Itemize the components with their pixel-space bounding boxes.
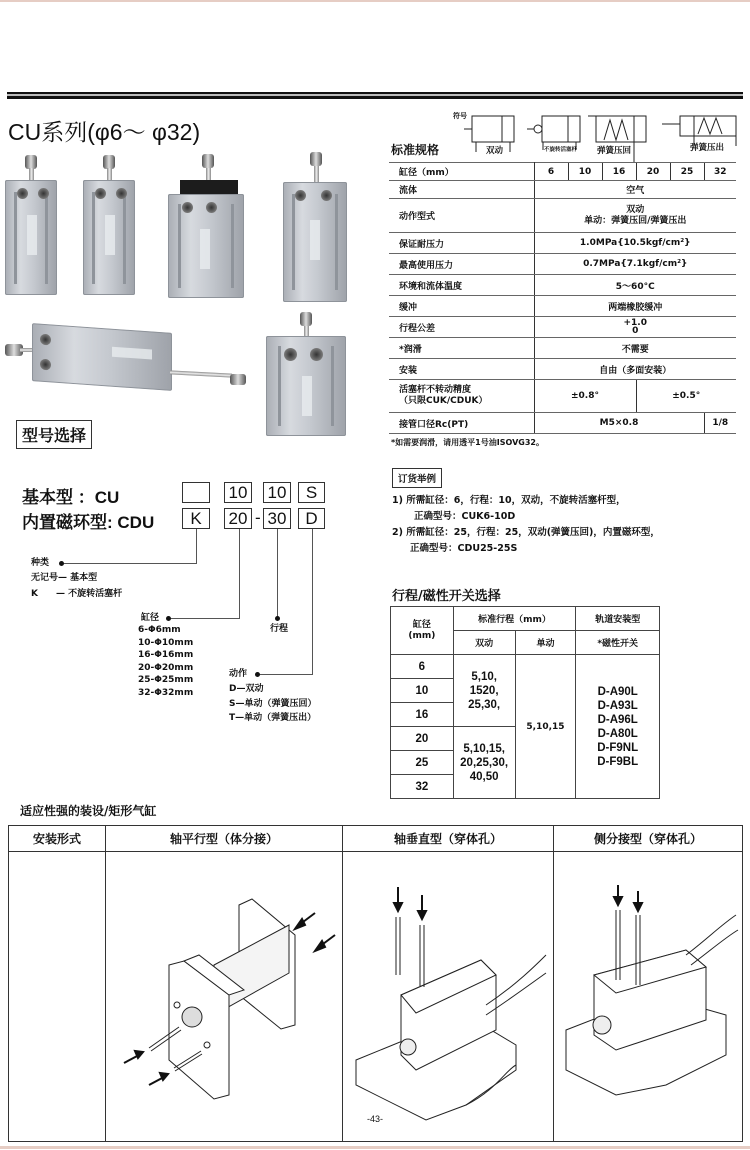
- order-line: 1) 所需缸径：6，行程：10，双动，不旋转活塞杆型，: [392, 495, 626, 506]
- mount-header: 轴平行型（体分接）: [106, 826, 343, 852]
- double-acting-symbol-icon: [472, 116, 514, 142]
- switch-model: D-A96L: [597, 713, 638, 726]
- spec-row-rotation: [389, 380, 736, 413]
- side-mount-drawing-icon: [556, 855, 741, 1135]
- spec-row: [389, 181, 736, 199]
- bore-item: 16-Φ16mm: [138, 650, 194, 660]
- leader-dot: [166, 616, 171, 621]
- code-box-stroke-2: 30: [263, 508, 291, 529]
- spec-key: 最高使用压力: [389, 254, 534, 275]
- bore-cell: 25: [391, 751, 454, 775]
- switch-model: D-A80L: [597, 727, 638, 740]
- symbol-spring-return: 弹簧压回: [597, 146, 632, 156]
- bore-value: 16: [602, 163, 636, 181]
- bore-value: 6: [534, 163, 568, 181]
- spec-table: [389, 162, 736, 434]
- leader-line: [239, 529, 240, 618]
- vertical-mount-drawing-icon: [346, 855, 551, 1135]
- mount-header: 轴垂直型（穿体孔）: [343, 826, 554, 852]
- code-box-bore-2: 20: [224, 508, 252, 529]
- cylinder-photo: [266, 336, 346, 436]
- bore-cell: 32: [391, 775, 454, 799]
- magnetic-type-label: 内置磁环型: CDU: [22, 513, 155, 532]
- code-box-action-2: D: [298, 508, 325, 529]
- spec-key: 接管口径Rc(PT): [389, 413, 534, 434]
- spec-value: 两端橡胶缓冲: [534, 296, 736, 317]
- rail-mount-header: 轨道安装型: [576, 607, 660, 631]
- double-stroke-value: 25,30,: [468, 698, 501, 711]
- mount-empty-cell: [9, 852, 106, 1142]
- leader-line: [258, 674, 313, 675]
- order-line: 2) 所需缸径：25，行程：25，双动(弹簧压回)，内置磁环型，: [392, 527, 660, 538]
- mounting-table: [8, 825, 743, 1142]
- lubrication-note: *如需要润滑，请用透平1号油ISOVG32。: [391, 438, 544, 447]
- std-stroke-header: 标准行程（mm）: [453, 607, 576, 631]
- rotation-value-b: ±0.5°: [636, 380, 736, 413]
- leader-line: [196, 529, 197, 563]
- spec-value: 1.0MPa{10.5kgf/cm²}: [534, 233, 736, 254]
- cylinder-photo: [168, 194, 244, 298]
- header-rule: [7, 92, 743, 99]
- spec-key: 缓冲: [389, 296, 534, 317]
- spring-extend-symbol-icon: [680, 116, 736, 136]
- code-box-action-1: S: [298, 482, 325, 503]
- symbol-non-rotating: 不旋转活塞杆: [544, 147, 578, 153]
- bore-value: 25: [670, 163, 704, 181]
- bottom-border: [0, 1146, 750, 1149]
- switch-model: D-A93L: [597, 699, 638, 712]
- double-stroke-value: 5,10,: [471, 670, 497, 683]
- spec-key: 流体: [389, 181, 534, 199]
- bore-title: 缸径: [141, 613, 160, 623]
- bore-item: 20-Φ20mm: [138, 662, 194, 673]
- spec-value: 5～60°C: [534, 275, 736, 296]
- switch-header: *磁性开关: [576, 631, 660, 655]
- symbol-label: 符号: [453, 112, 467, 120]
- spec-row: [389, 296, 736, 317]
- switch-model: D-A90L: [597, 685, 638, 698]
- bore-item: 6-Φ6mm: [138, 625, 181, 635]
- single-acting-header: 单动: [515, 631, 576, 655]
- order-line: 正确型号：CDU25-25S: [410, 543, 518, 554]
- piston-rod-icon: [170, 370, 232, 377]
- action-list: [229, 682, 316, 726]
- action-item: T—单动（弹簧压出）: [229, 713, 317, 723]
- spec-row: [389, 317, 736, 338]
- rod-nut-icon: [202, 154, 214, 168]
- stroke-title: 行程: [270, 624, 289, 634]
- bore-value: 20: [636, 163, 670, 181]
- spec-value: 0.7MPa{7.1kgf/cm²}: [534, 254, 736, 275]
- piston-rod-icon: [107, 168, 112, 180]
- axial-mount-illustration: [106, 852, 343, 1142]
- stroke-tolerance-lower: 0: [632, 326, 639, 336]
- spring-return-symbol-icon: [596, 116, 646, 142]
- double-stroke-value: 1520,: [469, 684, 499, 697]
- mount-header: 安装形式: [9, 826, 106, 852]
- spec-title: 标准规格: [391, 143, 440, 157]
- bore-cell: 16: [391, 703, 454, 727]
- rod-nut-icon: [310, 152, 322, 166]
- spec-key: 动作型式: [389, 199, 534, 233]
- symbol-spring-extend: 弹簧压出: [690, 143, 725, 153]
- bore-value: 32: [704, 163, 736, 181]
- double-stroke-value: 5,10,15,: [463, 742, 505, 755]
- stroke-switch-title: 行程/磁性开关选择: [392, 589, 501, 604]
- order-line: 正确型号：CUK6-10D: [414, 511, 516, 522]
- spec-row: [389, 275, 736, 296]
- spec-key: *润滑: [389, 338, 534, 359]
- top-border: [0, 0, 750, 2]
- action-item: S—单动（弹簧压回）: [229, 698, 317, 709]
- bore-header: 缸径: [412, 619, 431, 630]
- spec-key: 缸径（mm）: [389, 163, 534, 181]
- leader-dot: [255, 672, 260, 677]
- bore-cell: 20: [391, 727, 454, 751]
- model-selection-label: 型号选择: [16, 420, 92, 449]
- cylinder-photo: [83, 180, 135, 295]
- leader-line: [62, 563, 197, 564]
- action-item: D—双动: [229, 684, 264, 694]
- cylinder-photo: [5, 180, 57, 295]
- stroke-switch-table: [390, 606, 660, 799]
- bore-item: 10-Φ10mm: [138, 637, 194, 648]
- mount-header: 侧分接型（穿体孔）: [554, 826, 743, 852]
- kind-title: 种类: [31, 558, 50, 568]
- spec-key: 环境和流体温度: [389, 275, 534, 296]
- code-dash: -: [255, 508, 261, 527]
- double-acting-header: 双动: [453, 631, 515, 655]
- spec-key: 活塞杆不转动精度: [399, 385, 472, 395]
- leader-dot: [59, 561, 64, 566]
- spec-row-bore: [389, 163, 736, 181]
- spec-value: 自由（多面安装）: [534, 359, 736, 380]
- double-stroke-value: 20,25,30,: [460, 756, 509, 769]
- bore-item: 25-Φ25mm: [138, 675, 194, 685]
- rod-nut-icon: [25, 155, 37, 169]
- code-box-bore-1: 10: [224, 482, 252, 503]
- leader-line: [168, 618, 240, 619]
- spec-row: [389, 338, 736, 359]
- side-mount-illustration: [554, 852, 743, 1142]
- spec-value: 双动: [626, 204, 645, 215]
- bore-list: [138, 624, 193, 699]
- leader-line: [312, 529, 313, 674]
- bore-cell: 10: [391, 679, 454, 703]
- double-stroke-value: 40,50: [469, 770, 499, 783]
- cylinder-photo: [283, 182, 347, 302]
- rod-nut-icon: [230, 374, 246, 385]
- vertical-mount-illustration: [343, 852, 554, 1142]
- spec-row: [389, 359, 736, 380]
- symbol-double-acting: 双动: [486, 146, 504, 156]
- leader-line: [277, 529, 278, 617]
- piston-rod-icon: [29, 168, 34, 180]
- non-rotating-symbol-icon: [542, 116, 580, 142]
- piston-rod-icon: [304, 326, 309, 336]
- spec-row: [389, 233, 736, 254]
- spec-row-port: [389, 413, 736, 434]
- spec-row: [389, 254, 736, 275]
- code-box-type-empty: [182, 482, 210, 503]
- basic-type-label: 基本型 ：CU: [22, 488, 120, 507]
- spec-key-2: （只限CUK/CDUK）: [399, 396, 488, 406]
- kind-item-k: K: [31, 589, 38, 599]
- spec-key: 安装: [389, 359, 534, 380]
- bore-value: 10: [568, 163, 602, 181]
- spec-value: 不需要: [534, 338, 736, 359]
- kind-item: 无记号— 基本型: [31, 573, 98, 583]
- piston-rod-icon: [314, 166, 319, 182]
- page-title: CU系列(φ6～ φ32): [8, 119, 201, 145]
- bore-cell: 6: [391, 655, 454, 679]
- switch-model: D-F9BL: [597, 755, 639, 768]
- spec-value-2: 单动：弹簧压回/弹簧压出: [584, 215, 687, 226]
- leader-dot: [275, 616, 280, 621]
- kind-item-desc: — 不旋转活塞杆: [56, 589, 123, 599]
- code-box-type-k: K: [182, 508, 210, 529]
- long-cylinder-photo: [32, 323, 172, 391]
- spec-value: 空气: [534, 181, 736, 199]
- port-value-a: M5×0.8: [534, 413, 704, 434]
- spec-key: 保证耐压力: [389, 233, 534, 254]
- rotation-value-a: ±0.8°: [534, 380, 636, 413]
- rod-nut-icon: [103, 155, 115, 169]
- port-value-b: 1/8: [704, 413, 736, 434]
- bore-unit: (mm): [408, 630, 436, 641]
- spec-row: [389, 199, 736, 233]
- switch-model: D-F9NL: [597, 741, 639, 754]
- page-number: -43-: [366, 1114, 383, 1124]
- rod-nut-icon: [300, 312, 312, 326]
- spec-key: 行程公差: [389, 317, 534, 338]
- axial-mount-drawing-icon: [109, 855, 339, 1135]
- stroke-tolerance-upper: +1.0: [623, 318, 647, 328]
- bore-item: 32-Φ32mm: [138, 687, 194, 698]
- action-title: 动作: [229, 669, 248, 679]
- order-example-label: 订货举例: [392, 468, 442, 488]
- single-stroke-value: 5,10,15: [515, 655, 576, 799]
- mounting-title: 适应性强的装设/矩形气缸: [20, 804, 157, 818]
- code-box-stroke-1: 10: [263, 482, 291, 503]
